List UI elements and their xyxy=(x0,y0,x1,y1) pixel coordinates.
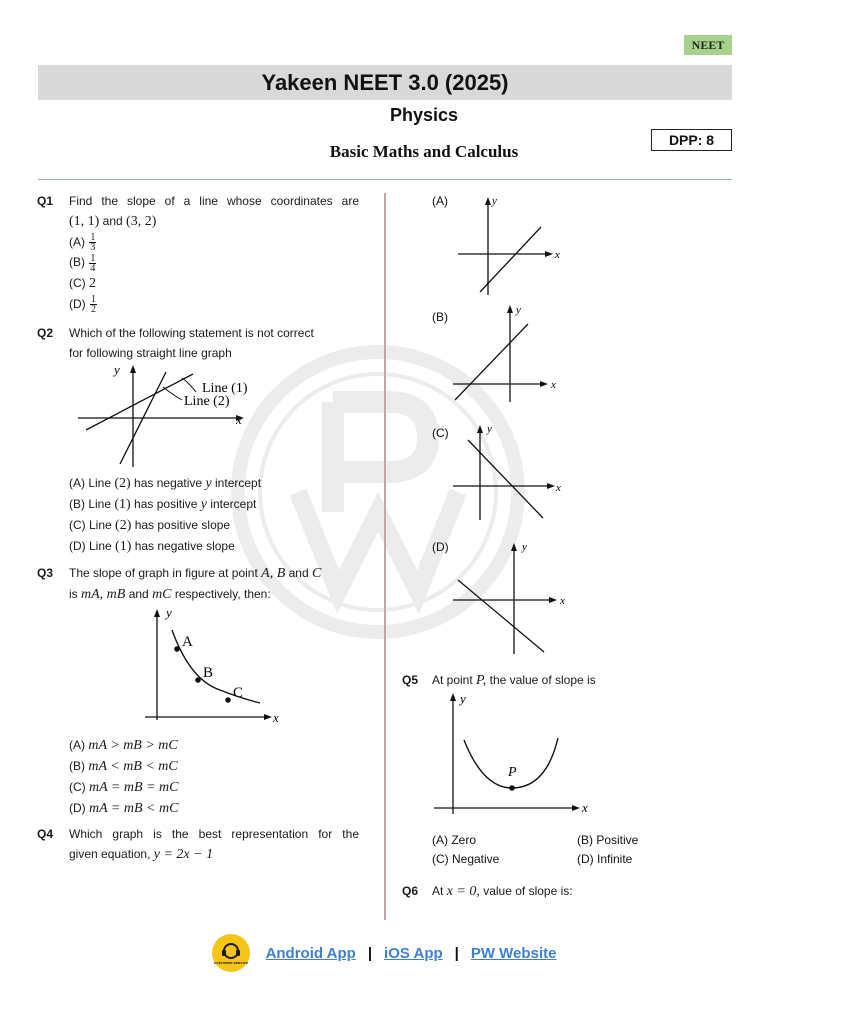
question-1 xyxy=(37,191,359,314)
label-b: B xyxy=(203,665,214,681)
customer-service-icon[interactable] xyxy=(212,934,250,972)
question-text-cont: is xyxy=(69,587,78,601)
y-label: y xyxy=(492,195,497,207)
x-label: x xyxy=(556,482,561,494)
footer-separator: | xyxy=(367,944,373,962)
q3-curve-graph xyxy=(140,605,290,727)
question-number: Q1 xyxy=(37,194,54,208)
x-label: x xyxy=(582,800,588,815)
chapter-heading: Basic Maths and Calculus xyxy=(329,142,519,161)
option-c[interactable]: (C) Line (2) has positive slope xyxy=(69,518,231,533)
option-a[interactable]: (A) $\frac{1}{3}$ xyxy=(69,232,96,254)
question-text: The slope of graph in figure at point xyxy=(69,566,258,580)
question-text-cont: the value of slope is xyxy=(489,673,596,687)
question-text-cont: given equation, xyxy=(69,847,151,861)
point-c xyxy=(225,697,231,703)
page-title: Yakeen NEET 3.0 (2025) xyxy=(38,65,732,100)
parabola xyxy=(464,738,558,788)
question-4 xyxy=(37,824,359,865)
option-a[interactable]: (A) Zero xyxy=(432,833,477,847)
p-label: P xyxy=(508,765,517,780)
svg-text:CUSTOMER SERVICE: CUSTOMER SERVICE xyxy=(213,961,248,965)
question-3 xyxy=(37,563,359,605)
question-2 xyxy=(37,323,359,363)
pw-website-link[interactable]: PW Website xyxy=(470,944,557,962)
question-text-cont: value of slope is: xyxy=(483,884,573,898)
footer-separator: | xyxy=(454,944,459,962)
q5-parabola-graph xyxy=(428,688,598,820)
graph-line xyxy=(458,580,544,652)
q4-option-b-label[interactable]: (B) xyxy=(432,310,448,324)
line-1-label: Line (1) xyxy=(202,381,248,396)
q4-graph-b xyxy=(450,300,565,410)
slope-c: mC xyxy=(152,587,172,602)
option-b[interactable]: (B) mA < mB < mC xyxy=(69,759,178,774)
graph-line xyxy=(480,227,541,292)
android-app-link[interactable]: Android App xyxy=(265,944,356,962)
option-a[interactable]: (A) Line (2) has negative y intercept xyxy=(69,476,262,491)
question-text-tail: respectively, then: xyxy=(174,587,271,601)
y-label: y xyxy=(516,304,521,316)
question-6 xyxy=(402,881,732,902)
neet-badge: NEET xyxy=(684,35,732,55)
q4-graph-a xyxy=(455,192,570,300)
y-label: y xyxy=(487,423,492,435)
point-b xyxy=(195,677,201,683)
question-text: At xyxy=(432,884,444,898)
x-label: x xyxy=(236,412,242,427)
conjunction: and xyxy=(102,214,123,228)
question-number: Q4 xyxy=(37,827,54,841)
option-b[interactable]: (B) Positive xyxy=(577,833,639,847)
y-label: y xyxy=(460,691,466,706)
line-2-label: Line (2) xyxy=(184,394,230,409)
x-label: x xyxy=(555,249,560,261)
x-label: x xyxy=(551,379,556,391)
q4-graph-c xyxy=(450,420,568,525)
question-text-cont: for following straight line graph xyxy=(69,346,232,360)
q4-option-c-label[interactable]: (C) xyxy=(432,426,449,440)
option-b[interactable]: (B) Line (1) has positive y intercept xyxy=(69,497,257,512)
graph-line xyxy=(455,324,528,400)
label-a: A xyxy=(182,634,193,650)
question-number: Q6 xyxy=(402,884,419,898)
conjunction: and xyxy=(128,587,149,601)
option-c[interactable]: (C) mA = mB = mC xyxy=(69,780,179,795)
y-label: y xyxy=(166,605,172,620)
point-a xyxy=(174,646,180,652)
option-a[interactable]: (A) mA > mB > mC xyxy=(69,738,178,753)
footer-links xyxy=(0,938,768,968)
line-1 xyxy=(86,374,193,430)
q4-option-d-label[interactable]: (D) xyxy=(432,540,449,554)
point-1: (1, 1) xyxy=(69,214,100,229)
point-2: (3, 2) xyxy=(126,214,157,229)
option-d[interactable]: (D) Infinite xyxy=(577,852,633,866)
option-d[interactable]: (D) $\frac{1}{2}$ xyxy=(69,293,97,315)
q4-graph-d xyxy=(450,536,570,658)
points-ab: A, B xyxy=(261,566,286,581)
question-text: Which graph is the best representation for the xyxy=(69,827,359,841)
q2-options xyxy=(69,473,369,557)
option-b[interactable]: (B) $\frac{1}{4}$ xyxy=(69,252,96,274)
x-label: x xyxy=(273,710,279,725)
dpp-number: DPP: 8 xyxy=(651,129,732,151)
y-label: y xyxy=(114,362,120,377)
question-number: Q2 xyxy=(37,326,54,340)
q3-options xyxy=(69,735,369,819)
q2-line-graph xyxy=(78,362,268,470)
option-d[interactable]: (D) mA = mB < mC xyxy=(69,801,179,816)
slopes-ab: mA, mB xyxy=(81,587,126,602)
y-label: y xyxy=(522,541,527,553)
question-number: Q3 xyxy=(37,566,54,580)
header-rule xyxy=(38,179,732,180)
point-p: P, xyxy=(476,673,487,688)
subject-heading: Physics xyxy=(389,105,459,125)
graph-line xyxy=(468,440,543,518)
point-p xyxy=(509,785,515,791)
ios-app-link[interactable]: iOS App xyxy=(384,944,443,962)
question-text: Find the slope of a line whose coordinates are xyxy=(69,194,359,208)
column-divider xyxy=(384,193,386,920)
point-c: C xyxy=(311,566,322,581)
x-label: x xyxy=(560,595,565,607)
q4-option-a-label[interactable]: (A) xyxy=(432,194,448,208)
question-text: At point xyxy=(432,673,473,687)
label-c: C xyxy=(233,685,244,701)
question-number: Q5 xyxy=(402,673,419,687)
equation: x = 0, xyxy=(446,884,480,899)
option-c[interactable]: (C) Negative xyxy=(432,852,500,866)
option-d[interactable]: (D) Line (1) has negative slope xyxy=(69,539,235,554)
option-c[interactable]: (C) 2 xyxy=(69,275,97,291)
question-text: Which of the following statement is not correct xyxy=(69,326,314,340)
conjunction: and xyxy=(288,566,309,580)
equation: y = 2x − 1 xyxy=(153,847,214,862)
